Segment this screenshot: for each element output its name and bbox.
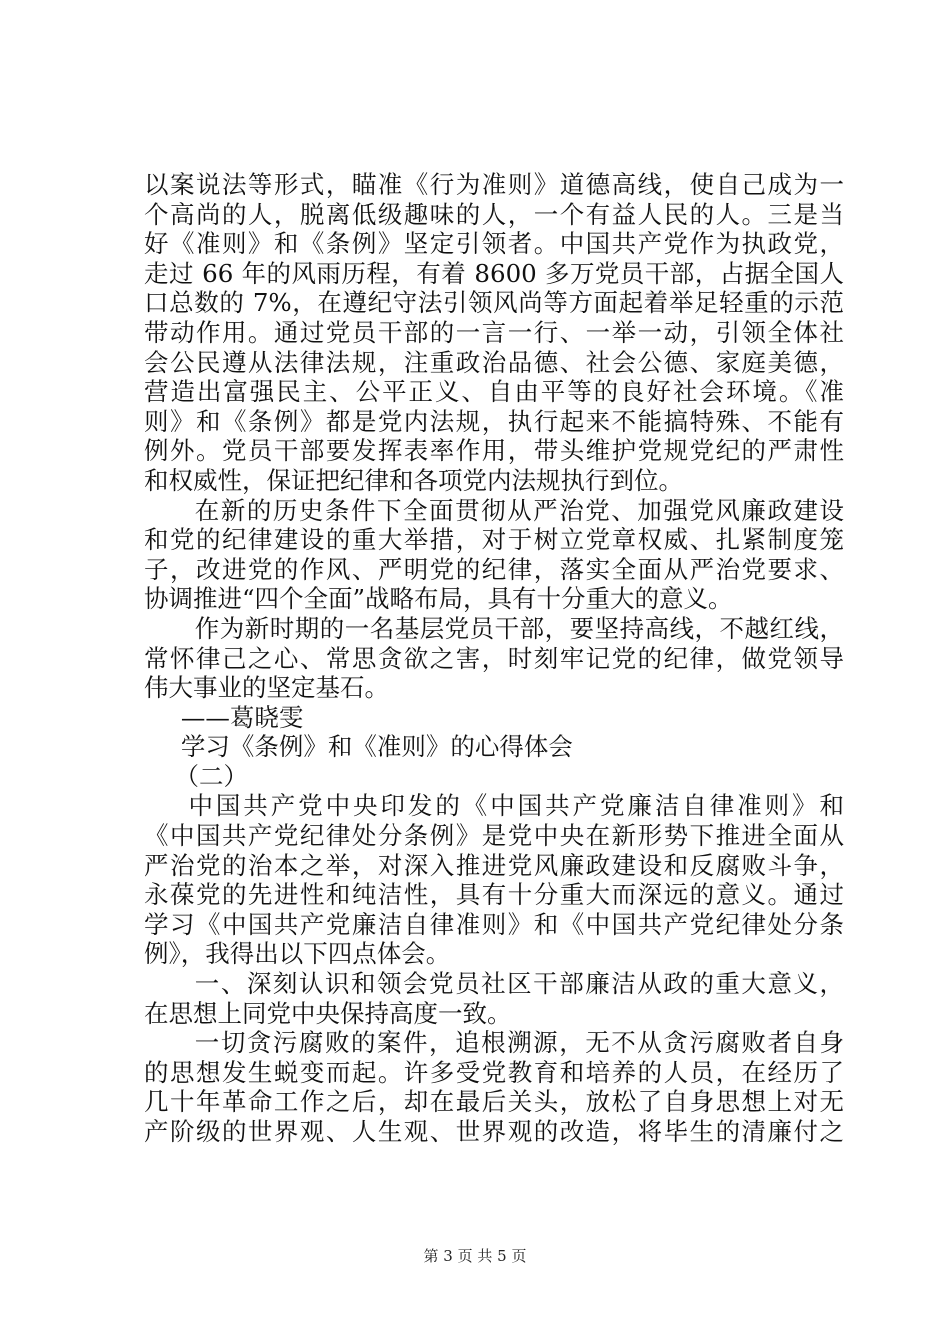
page-footer: 第 3 页 共 5 页 [423, 1247, 527, 1265]
text-line: 和党的纪律建设的重大举措，对于树立党章权威、扎紧制度笼 [144, 525, 844, 555]
text-line: 在思想上同党中央保持高度一致。 [144, 998, 512, 1028]
text-line: 《中国共产党纪律处分条例》是党中央在新形势下推进全面从 [144, 821, 844, 851]
text-line: 中国共产党中央印发的《中国共产党廉洁自律准则》和 [188, 791, 844, 821]
text-line: 的思想发生蜕变而起。许多受党教育和培养的人员，在经历了 [144, 1057, 844, 1087]
text-line: （二） [174, 761, 248, 791]
text-line: 几十年革命工作之后，却在最后关头，放松了自身思想上对无 [144, 1087, 844, 1117]
text-line: 产阶级的世界观、人生观、世界观的改造，将毕生的清廉付之 [144, 1117, 844, 1146]
text-line: 常怀律己之心、常思贪欲之害，时刻牢记党的纪律，做党领导 [144, 643, 844, 673]
text-line: 会公民遵从法律法规，注重政治品德、社会公德、家庭美德， [144, 347, 844, 377]
document-body [144, 170, 844, 1147]
text-line: 则》和《条例》都是党内法规，执行起来不能搞特殊、不能有 [144, 406, 844, 436]
text-line: 和权威性，保证把纪律和各项党内法规执行到位。 [144, 465, 683, 495]
text-line: 例外。党员干部要发挥表率作用，带头维护党规党纪的严肃性 [144, 436, 844, 466]
text-line: 以案说法等形式，瞄准《行为准则》道德高线，使自己成为一 [144, 170, 844, 199]
text-line: 严治党的治本之举，对深入推进党风廉政建设和反腐败斗争， [144, 850, 844, 880]
text-line: 一切贪污腐败的案件，追根溯源，无不从贪污腐败者自身 [194, 1028, 844, 1058]
text-line: 例》，我得出以下四点体会。 [144, 939, 451, 969]
text-line: 子，改进党的作风、严明党的纪律，落实全面从严治党要求、 [144, 554, 844, 584]
text-line: 永葆党的先进性和纯洁性，具有十分重大而深远的意义。通过 [144, 880, 844, 910]
text-line: 个高尚的人，脱离低级趣味的人，一个有益人民的人。三是当 [144, 199, 844, 229]
text-line: 学习《条例》和《准则》的心得体会 [180, 732, 573, 762]
text-line: 口总数的 7%，在遵纪守法引领风尚等方面起着举足轻重的示范 [144, 288, 844, 318]
text-line: 带动作用。通过党员干部的一言一行、一举一动，引领全体社 [144, 317, 844, 347]
text-line: 伟大事业的坚定基石。 [144, 673, 389, 703]
text-line: 作为新时期的一名基层党员干部，要坚持高线，不越红线， [194, 613, 844, 643]
text-line: 走过 66 年的风雨历程，有着 8600 多万党员干部，占据全国人 [144, 258, 844, 288]
text-line: 营造出富强民主、公平正义、自由平等的良好社会环境。《准 [144, 377, 844, 407]
text-line: 协调推进“四个全面”战略布局，具有十分重大的意义。 [144, 584, 733, 614]
text-line: 学习《中国共产党廉洁自律准则》和《中国共产党纪律处分条 [144, 909, 844, 939]
text-line: 一、深刻认识和领会党员社区干部廉洁从政的重大意义， [194, 969, 844, 999]
text-line: ——葛晓雯 [180, 702, 304, 732]
text-line: 在新的历史条件下全面贯彻从严治党、加强党风廉政建设 [194, 495, 844, 525]
text-line: 好《准则》和《条例》坚定引领者。中国共产党作为执政党， [144, 229, 844, 259]
